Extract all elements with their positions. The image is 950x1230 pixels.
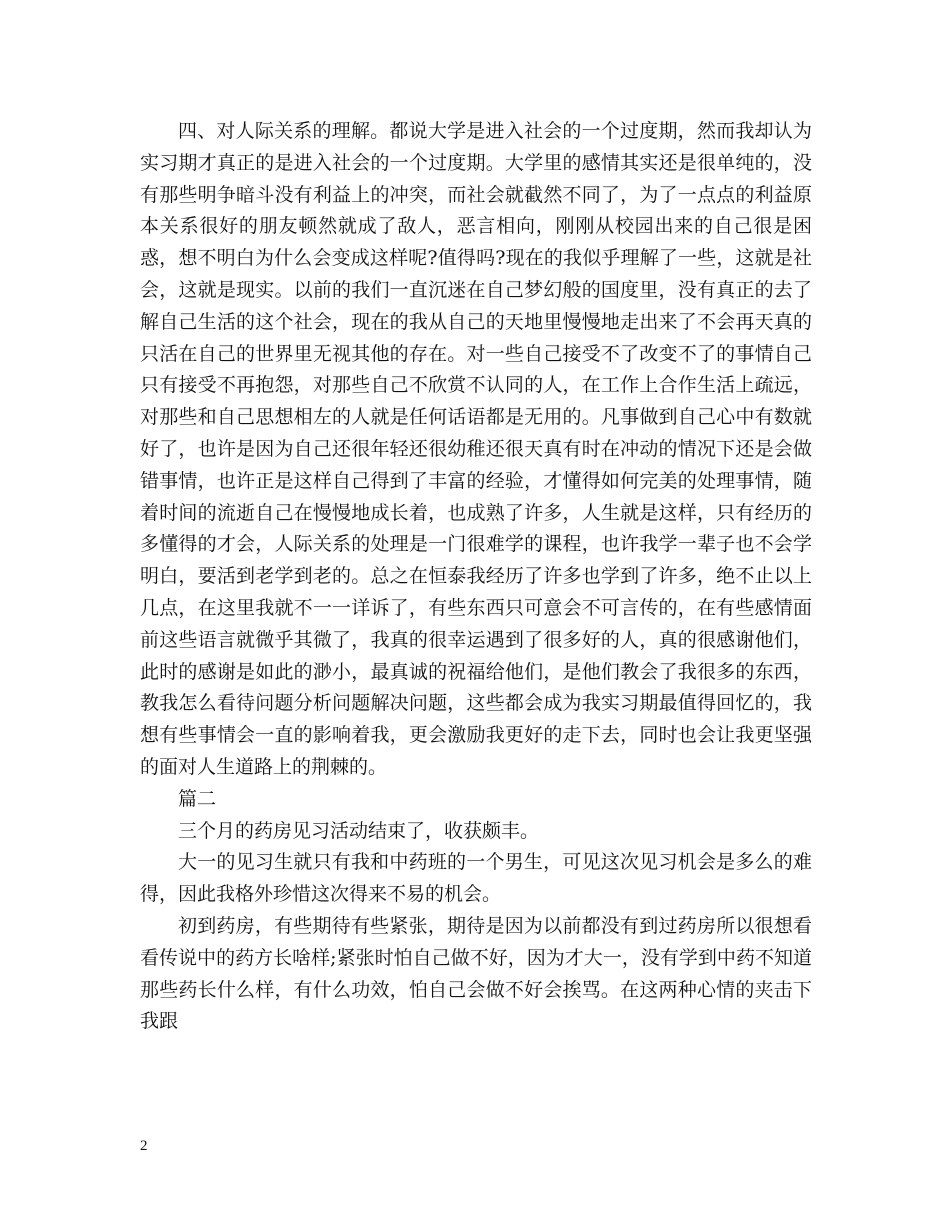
paragraph-interpersonal-relations: 四、对人际关系的理解。都说大学是进入社会的一个过度期，然而我却认为实习期才真正的是进入社会的一个过度期。大学里的感情其实还是很单纯的，没有那些明争暗斗没有利益上的冲突，而社会就截然不同了，为了一点点的利益原本关系很好的朋友顿然就成了敌人，恶言相向，刚刚从校园出来的自己很是困惑，想不明白为什么会变成这样呢?值得吗?现在的我似乎理解了一些，这就是社会，这就是现实。以前的我们一直沉迷在自己梦幻般的国度里，没有真正的去了解自己生活的这个社会，现在的我从自己的天地里慢慢地走出来了不会再天真的只活在自己的世界里无视其他的存在。对一些自己接受不了改变不了的事情自己只有接受不再抱怨，对那些自己不欣赏不认同的人，在工作上合作生活上疏远，对那些和自己思想相左的人就是任何话语都是无用的。凡事做到自己心中有数就好了，也许是因为自己还很年轻还很幼稚还很天真有时在冲动的情况下还是会做错事情，也许正是这样自己得到了丰富的经验，才懂得如何完美的处理事情，随着时间的流逝自己在慢慢地成长着，也成熟了许多，人生就是这样，只有经历的多懂得的才会，人际关系的处理是一门很难学的课程，也许我学一辈子也不会学明白，要活到老学到老的。总之在恒泰我经历了许多也学到了许多，绝不止以上几点，在这里我就不一一详诉了，有些东西只可意会不可言传的，在有些感情面前这些语言就微乎其微了，我真的很幸运遇到了很多好的人，真的很感谢他们，此时的感谢是如此的渺小，最真诚的祝福给他们，是他们教会了我很多的东西，教我怎么看待问题分析问题解决问题，这些都会成为我实习期最值得回忆的，我想有些事情会一直的影响着我，更会激励我更好的走下去，同时也会让我更坚强的面对人生道路上的荆棘的。 [140, 120, 812, 778]
paragraph-first-year-interns: 大一的见习生就只有我和中药班的一个男生，可见这次见习机会是多么的难得，因此我格外珍惜这次得来不易的机会。 [140, 851, 812, 906]
paragraph-arrival-at-pharmacy: 初到药房，有些期待有些紧张，期待是因为以前都没有到过药房所以很想看看传说中的药方长啥样;紧张时怕自己做不好，因为才大一，没有学到中药不知道那些药长什么样，有什么功效，怕自己会做不好会挨骂。在这两种心情的夹击下我跟 [140, 914, 812, 1033]
section-heading-part-two: 篇二 [178, 787, 217, 810]
page-number: 2 [140, 1138, 148, 1154]
document-body [140, 116, 812, 1038]
paragraph-pharmacy-intro: 三个月的药房见习活动结束了，收获颇丰。 [178, 819, 540, 842]
